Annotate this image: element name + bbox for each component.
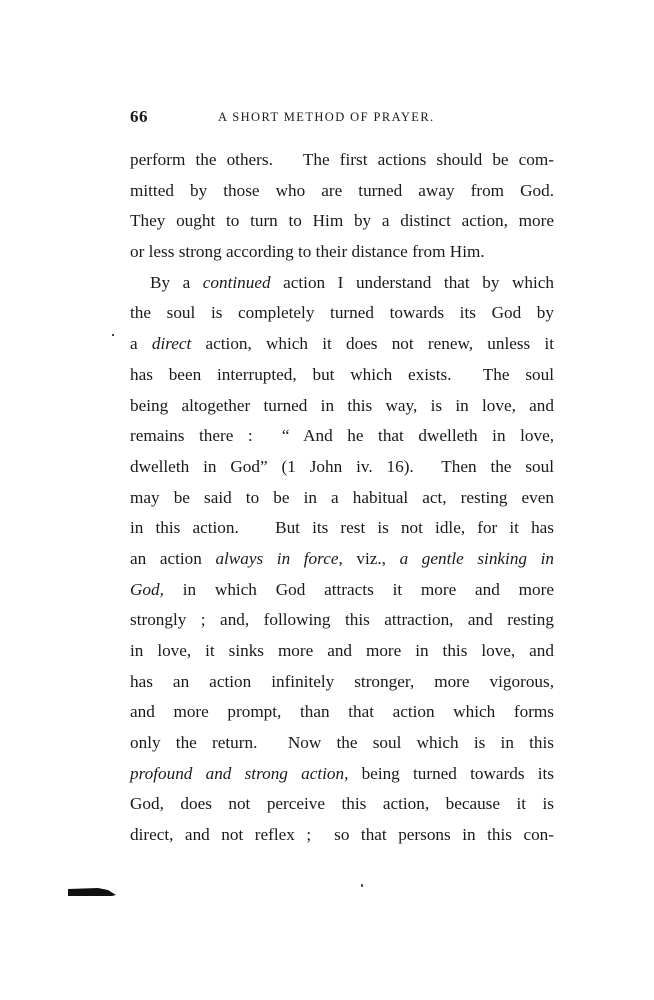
text-line bbox=[130, 759, 554, 790]
text-run: has been interrupted, but which exists. The soul bbox=[130, 364, 554, 384]
text-run: action, which it does not renew, unless it bbox=[191, 334, 554, 354]
text-line bbox=[130, 544, 554, 575]
text-run: only the return. Now the soul which is in this bbox=[130, 733, 554, 753]
text-run: the soul is completely turned towards its God by bbox=[130, 303, 554, 323]
italic-text: always in force, bbox=[215, 548, 343, 568]
text-line bbox=[130, 820, 554, 851]
italic-text: a gentle sinking in bbox=[399, 548, 554, 568]
page-number: 66 bbox=[130, 107, 148, 126]
italic-text: God, bbox=[130, 579, 164, 599]
italic-text: continued bbox=[202, 272, 271, 292]
text-run: being altogether turned in this way, is in love, and bbox=[130, 395, 554, 415]
text-line bbox=[130, 391, 554, 422]
text-run: strongly ; and, following this attraction, and resting bbox=[130, 610, 554, 630]
text-run: being turned towards its bbox=[348, 763, 554, 783]
text-line bbox=[130, 483, 554, 514]
text-line bbox=[130, 667, 554, 698]
bottom-speck bbox=[361, 884, 363, 887]
text-line bbox=[130, 268, 554, 299]
text-run: and more prompt, than that action which forms bbox=[130, 702, 554, 722]
text-run: perform the others. The first actions should be com- bbox=[130, 150, 554, 169]
text-run: action I understand that by which bbox=[270, 272, 554, 292]
text-run: in this action. But its rest is not idle, for it has bbox=[130, 518, 554, 538]
text-run: in love, it sinks more and more in this love, and bbox=[130, 641, 554, 660]
text-line bbox=[130, 697, 554, 728]
text-run: direct, and not reflex ; so that persons in this con- bbox=[130, 825, 554, 845]
text-run: may be said to be in a habitual act, resting even bbox=[130, 487, 554, 507]
italic-text: direct bbox=[151, 334, 192, 354]
text-line bbox=[130, 605, 554, 636]
text-run: a bbox=[130, 334, 152, 354]
text-run: remains there : “ And he that dwelleth in love, bbox=[130, 426, 554, 446]
text-line bbox=[130, 176, 554, 207]
margin-speck bbox=[112, 334, 114, 336]
text-line bbox=[130, 513, 554, 544]
text-line bbox=[130, 728, 554, 759]
text-run: God, does not perceive this action, because it is bbox=[130, 794, 554, 814]
text-run: an action bbox=[130, 548, 216, 568]
text-line bbox=[130, 421, 554, 452]
text-line bbox=[130, 298, 554, 329]
text-line bbox=[130, 452, 554, 483]
text-run: mitted by those who are turned away from God. bbox=[130, 180, 554, 200]
text-run: They ought to turn to Him by a distinct action, more bbox=[130, 211, 554, 231]
text-run: viz., bbox=[342, 548, 400, 568]
body-text bbox=[130, 145, 554, 851]
ink-blot-mark bbox=[68, 886, 118, 898]
text-line bbox=[130, 789, 554, 820]
page-header bbox=[130, 107, 554, 131]
text-line bbox=[130, 329, 554, 360]
text-run: dwelleth in God” (1 John iv. 16). Then the soul bbox=[130, 456, 554, 476]
text-line bbox=[130, 360, 554, 391]
italic-text: profound and strong action, bbox=[130, 763, 349, 783]
running-title: A SHORT METHOD OF PRAYER. bbox=[218, 110, 435, 124]
text-line bbox=[130, 145, 554, 176]
text-line bbox=[130, 636, 554, 667]
text-run: has an action infinitely stronger, more vigorous, bbox=[130, 671, 554, 691]
text-line bbox=[130, 575, 554, 606]
text-line bbox=[130, 206, 554, 237]
text-run: By a bbox=[150, 272, 203, 292]
text-run: in which God attracts it more and more bbox=[163, 579, 554, 599]
text-run: or less strong according to their distance from Him. bbox=[130, 242, 485, 262]
text-line bbox=[130, 237, 554, 268]
